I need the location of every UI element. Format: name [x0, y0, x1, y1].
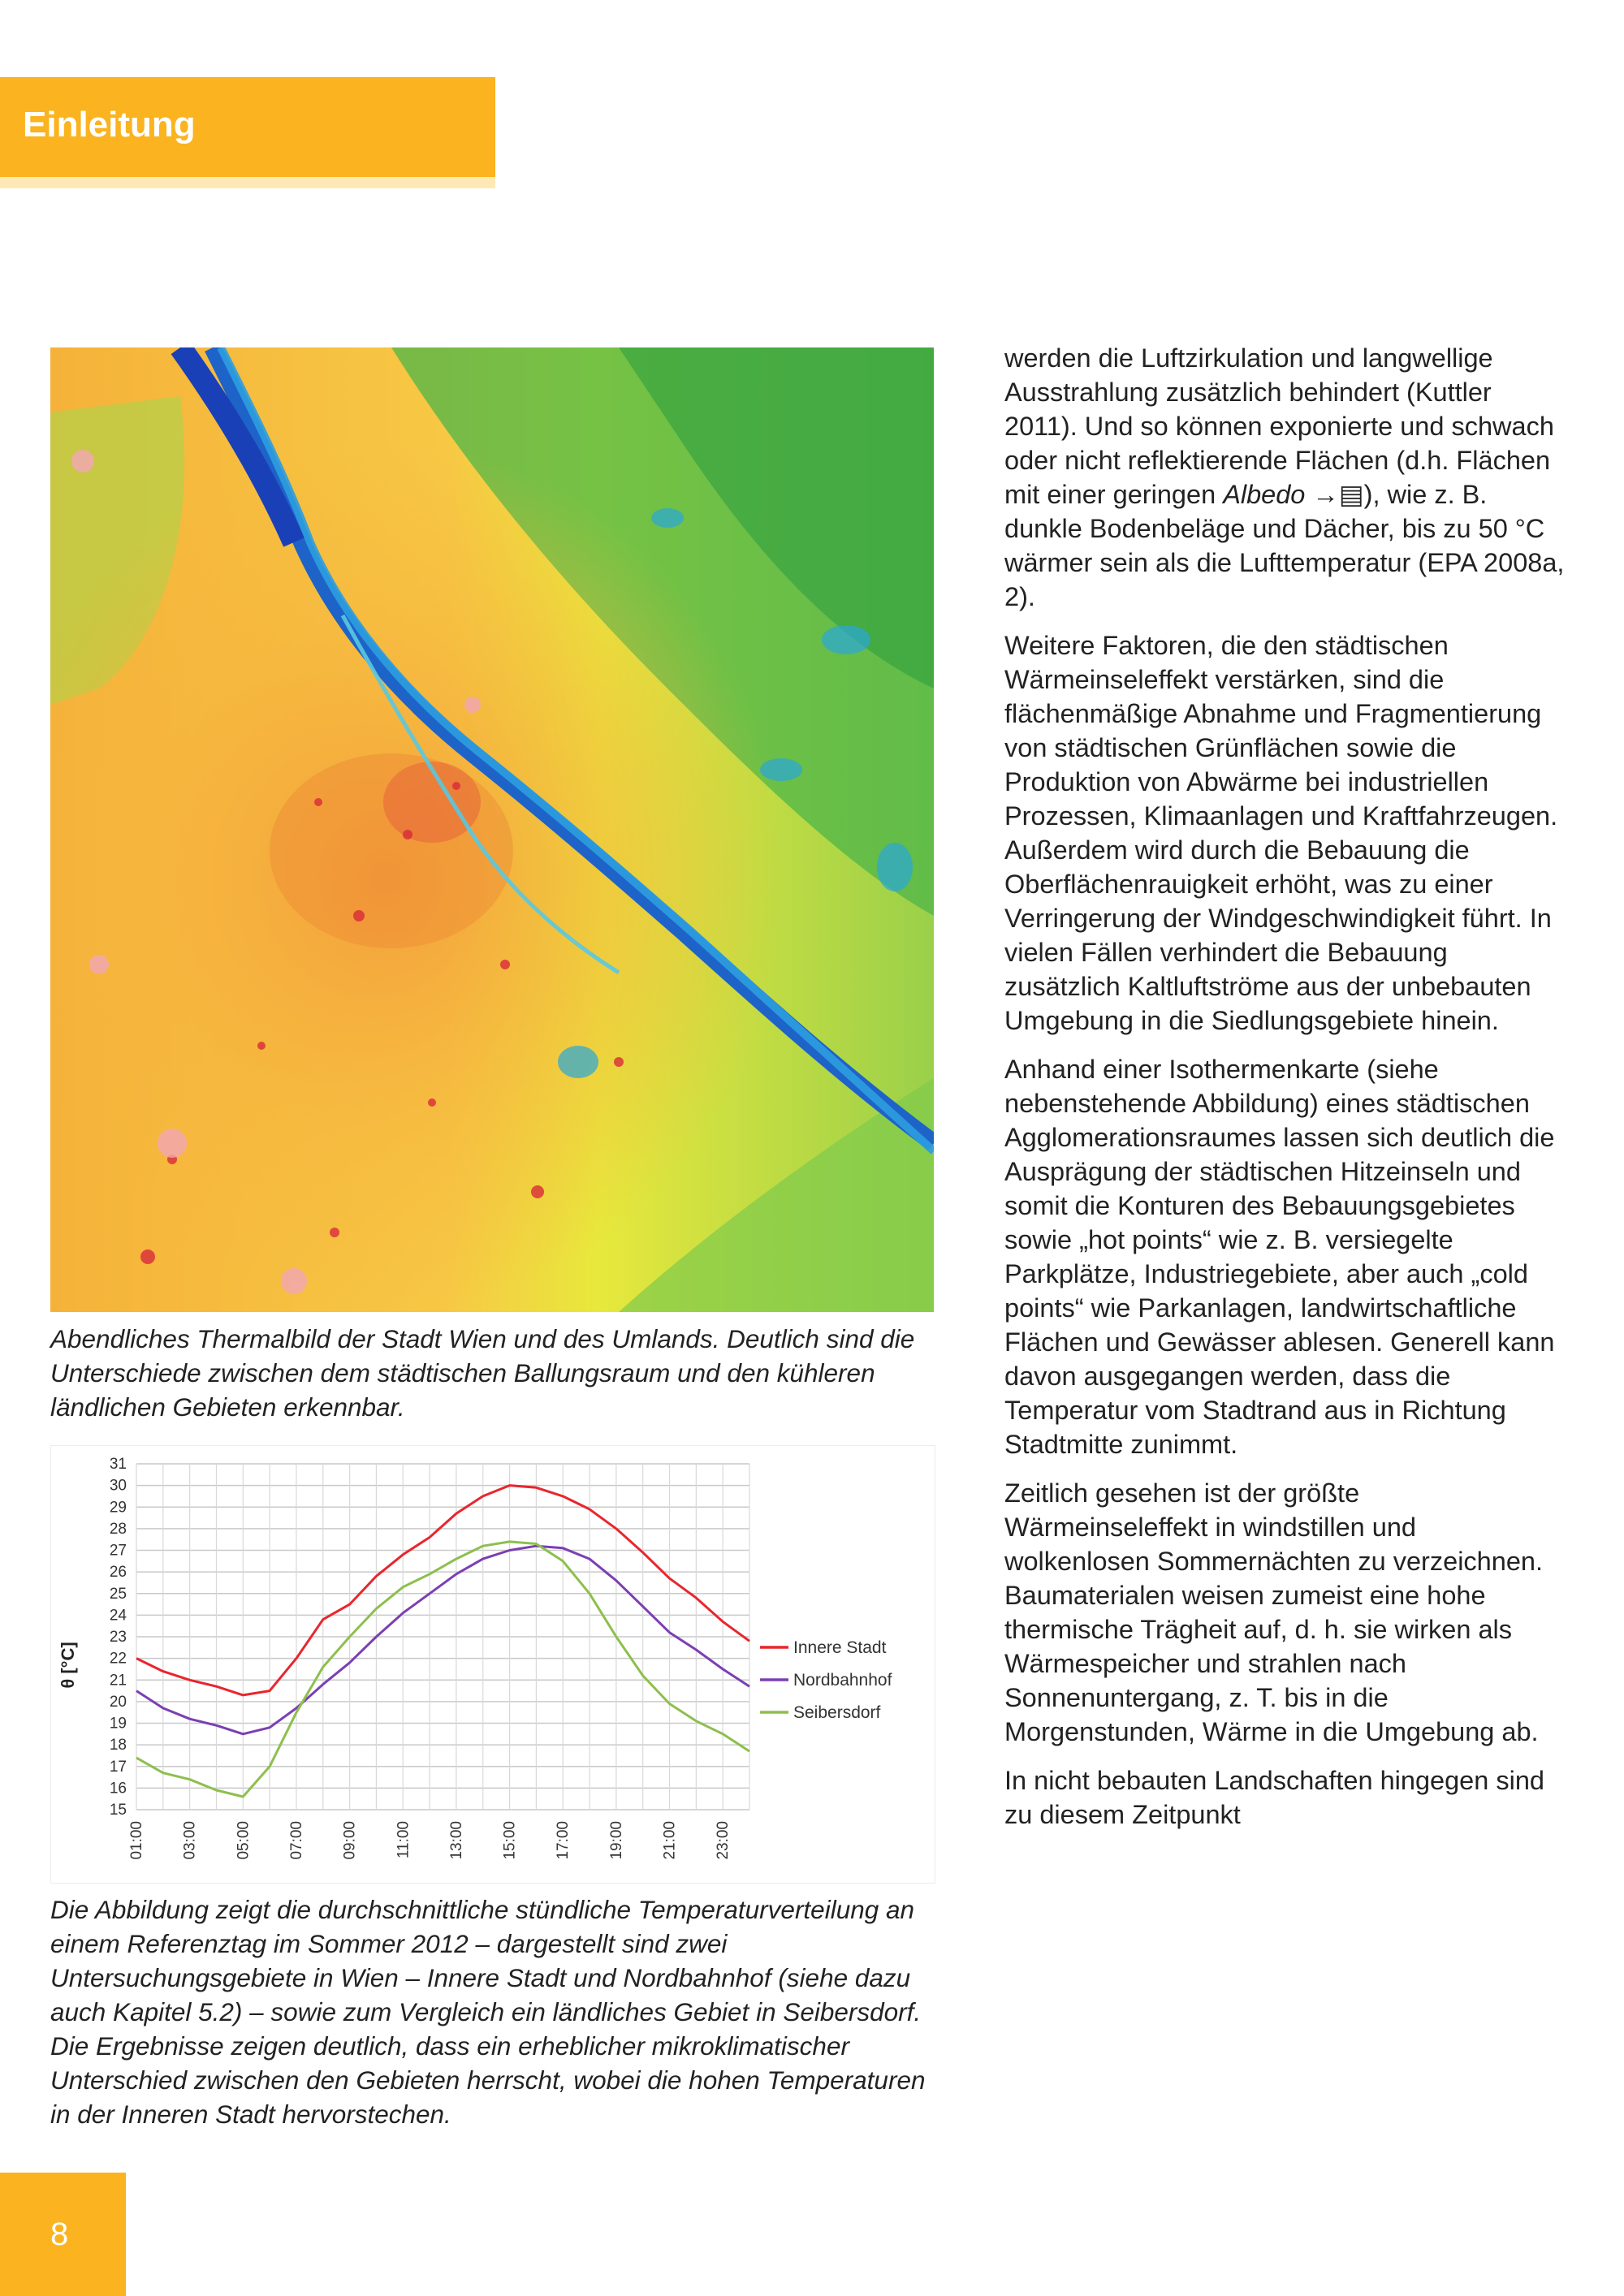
legend-label: Seibersdorf	[793, 1703, 881, 1722]
x-tick-label: 17:00	[555, 1821, 572, 1860]
legend-label: Nordbahnhof	[793, 1671, 892, 1690]
x-tick-label: 19:00	[607, 1821, 625, 1860]
section-title: Einleitung	[23, 105, 196, 145]
y-tick-label: 22	[109, 1650, 127, 1668]
y-tick-label: 29	[109, 1499, 127, 1517]
series-line-seibersdorf	[136, 1542, 749, 1797]
x-tick-label: 03:00	[181, 1821, 199, 1860]
y-tick-label: 25	[109, 1585, 127, 1603]
y-tick-label: 20	[109, 1693, 127, 1711]
y-tick-label: 15	[109, 1802, 127, 1819]
x-tick-label: 21:00	[661, 1821, 679, 1860]
y-tick-label: 26	[109, 1564, 127, 1582]
paragraph-4: Zeitlich gesehen ist der größte Wärmeinseleffekt in windstillen und wolkenlosen Sommernächten zu verzeichnen. Baumaterialen weisen zumeist eine hohe thermische Trägheit auf, d. h. sie wirken als Wärmespeicher und strahlen nach Sonnenuntergang, z. T. bis in die Morgenstunden, Wärme in die Umgebung ab.	[1004, 1478, 1543, 1746]
paragraph-2: Weitere Faktoren, die den städtischen Wärmeinseleffekt verstärken, sind die flächenmäßige Abnahme und Fragmentierung von städtischen Grünflächen sowie die Produktion von Abwärme bei industriellen Prozessen, Klimaanlagen und Kraftfahrzeugen. Außerdem wird durch die Bebauung die Oberflächenrauigkeit erhöht, was zu einer Verringerung der Windgeschwindigkeit führt. In vielen Fällen verhindert die Bebauung zusätzlich Kaltluftströme aus der unbebauten Umgebung in die Siedlungsgebiete hinein.	[1004, 631, 1558, 1035]
y-tick-label: 21	[109, 1672, 127, 1690]
paragraph-1-text-a: werden die Luftzirkulation und langwellige Ausstrahlung zusätzlich behindert (Kuttler 2011). Und so können exponierte und schwach oder nicht reflektierende Flächen (d.h. Flächen mit einer geringen	[1004, 343, 1554, 509]
y-tick-label: 19	[109, 1715, 127, 1733]
body-text-column	[1004, 341, 1565, 1846]
series-line-innere-stadt	[136, 1486, 749, 1695]
y-tick-label: 28	[109, 1520, 127, 1538]
glossary-term-albedo[interactable]: Albedo	[1223, 480, 1306, 509]
y-tick-label: 31	[109, 1456, 127, 1473]
chart-legend	[760, 1638, 892, 1722]
x-tick-label: 05:00	[235, 1821, 253, 1860]
paragraph-1-text-b: ), wie z. B. dunkle Bodenbeläge und Dächer, bis zu 50 °C wärmer sein als die Lufttemperatur (EPA 2008a, 2).	[1004, 480, 1565, 611]
figure-caption-thermal: Abendliches Thermalbild der Stadt Wien und des Umlands. Deutlich sind die Unterschiede zwischen dem städtischen Ballungsraum und den kühleren ländlichen Gebieten erkennbar.	[50, 1324, 915, 1422]
chart-y-ticks	[110, 1456, 127, 1819]
page-number: 8	[50, 2216, 69, 2252]
chart-x-ticks	[128, 1821, 732, 1860]
chart-series	[136, 1486, 749, 1797]
y-tick-label: 27	[109, 1542, 127, 1560]
x-tick-label: 01:00	[128, 1821, 145, 1860]
paragraph-3: Anhand einer Isothermenkarte (siehe nebenstehende Abbildung) eines städtischen Agglomerationsraumes lassen sich deutlich die Ausprägung der städtischen Hitzeinseln und somit die Konturen des Bebauungsgebietes sowie „hot points“ wie z. B. versiegelte Parkplätze, Industriegebiete, aber auch „cold points“ wie Parkanlagen, landwirtschaftliche Flächen und Gewässer ablesen. Generell kann davon ausgegangen werden, dass die Temperatur vom Stadtrand aus in Richtung Stadtmitte zunimmt.	[1004, 1055, 1555, 1459]
thermal-map-image	[50, 347, 934, 1312]
chart-grid	[136, 1464, 749, 1810]
x-tick-label: 11:00	[395, 1821, 412, 1859]
y-tick-label: 23	[109, 1629, 127, 1646]
figure-caption-chart: Die Abbildung zeigt die durchschnittliche stündliche Temperaturverteilung an einem Referenztag im Sommer 2012 – dargestellt sind zwei Untersuchungsgebiete in Wien – Innere Stadt und Nordbahnhof (siehe dazu auch Kapitel 5.2) – sowie zum Vergleich ein ländliches Gebiet in Seibersdorf. Die Ergebnisse zeigen deutlich, dass ein erheblicher mikroklimatischer Unterschied zwischen den Gebieten herrscht, wobei die hohen Temperaturen in der Inneren Stadt hervorstechen.	[50, 1895, 926, 2129]
x-tick-label: 13:00	[447, 1821, 465, 1860]
x-tick-label: 09:00	[341, 1821, 359, 1860]
temperature-chart	[50, 1445, 935, 1884]
y-tick-label: 24	[109, 1607, 127, 1625]
y-tick-label: 30	[109, 1477, 127, 1495]
x-tick-label: 15:00	[501, 1821, 519, 1860]
y-tick-label: 16	[109, 1780, 127, 1798]
section-header-tab	[0, 77, 495, 188]
series-line-nordbahnhof	[136, 1546, 749, 1734]
page-number-box	[0, 2173, 126, 2296]
legend-label: Innere Stadt	[793, 1638, 887, 1657]
y-tick-label: 18	[109, 1737, 127, 1754]
paragraph-5: In nicht bebauten Landschaften hingegen sind zu diesem Zeitpunkt	[1004, 1766, 1544, 1829]
x-tick-label: 07:00	[287, 1821, 305, 1860]
temperature-chart-svg	[51, 1446, 935, 1883]
chart-y-axis-label: θ [°C]	[58, 1642, 78, 1689]
paragraph-1	[1004, 341, 1565, 614]
y-tick-label: 17	[109, 1758, 127, 1776]
glossary-arrow-icon[interactable]: →▤	[1312, 480, 1364, 509]
x-tick-label: 23:00	[715, 1821, 732, 1860]
